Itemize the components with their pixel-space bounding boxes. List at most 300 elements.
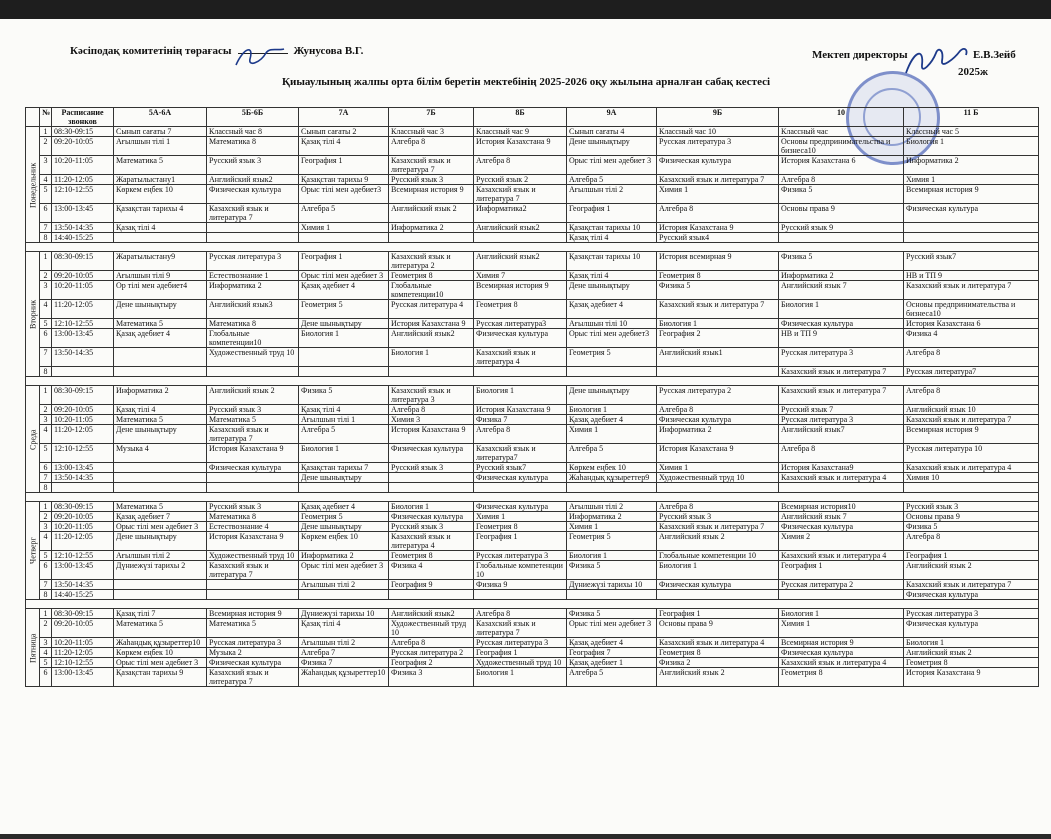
lesson-cell: Физическая культура (657, 580, 779, 590)
lesson-cell (114, 233, 207, 243)
bell-time: 10:20-11:05 (52, 156, 114, 175)
lesson-cell: Қазақ тілі 4 (299, 405, 389, 415)
lesson-cell: Классный час 8 (207, 127, 299, 137)
lesson-cell: Физика 5 (299, 386, 389, 405)
lesson-cell: Биология 1 (567, 551, 657, 561)
lesson-cell: Классный час 9 (474, 127, 567, 137)
bell-time: 09:20-10:05 (52, 619, 114, 638)
lesson-cell: Алгебра 8 (474, 156, 567, 175)
lesson-cell: Орыс тілі мен әдебиет 3 (567, 619, 657, 638)
bell-time: 13:00-13:45 (52, 329, 114, 348)
lesson-cell: Физическая культура (904, 590, 1039, 600)
lesson-cell: Сынып сағаты 2 (299, 127, 389, 137)
lesson-cell: Основы права 9 (779, 204, 904, 223)
lesson-cell: Казахский язык и литература 4 (779, 658, 904, 668)
lesson-cell: Русская литература7 (904, 367, 1039, 377)
lesson-cell: Ағылшын тілі 2 (567, 185, 657, 204)
lesson-cell: Математика 5 (114, 502, 207, 512)
lesson-cell: Қазақстан тарихы 4 (114, 204, 207, 223)
lesson-cell: Английский язык7 (779, 425, 904, 444)
lesson-cell: История Казахстана9 (779, 463, 904, 473)
lesson-number: 4 (40, 300, 52, 319)
lesson-cell: Русская литература3 (474, 319, 567, 329)
lesson-cell: Физическая культура (474, 473, 567, 483)
lesson-cell: Ор тілі мен әдебиет4 (114, 281, 207, 300)
lesson-cell: Английский язык2 (207, 175, 299, 185)
lesson-number: 6 (40, 329, 52, 348)
lesson-cell: Алгебра 8 (474, 425, 567, 444)
table-row (26, 561, 1039, 580)
lesson-cell (114, 463, 207, 473)
director-label: Мектеп директоры (812, 49, 908, 61)
lesson-cell: Ағылшын тілі 10 (567, 319, 657, 329)
lesson-cell: Ағылшын тілі 9 (114, 271, 207, 281)
lesson-cell: География 1 (567, 204, 657, 223)
lesson-cell: Алгебра 8 (657, 405, 779, 415)
lesson-cell: Основы права 9 (657, 619, 779, 638)
lesson-cell: Қазақ тілі 7 (114, 609, 207, 619)
lesson-cell: Алгебра 8 (657, 502, 779, 512)
lesson-cell: Информатика 2 (567, 512, 657, 522)
lesson-cell: Қазақ тілі 4 (567, 233, 657, 243)
bell-time: 09:20-10:05 (52, 512, 114, 522)
lesson-cell: Английский язык2 (474, 252, 567, 271)
schedule-document (0, 19, 1051, 834)
table-row (26, 204, 1039, 223)
bell-time: 08:30-09:15 (52, 127, 114, 137)
lesson-cell: Химия 1 (657, 185, 779, 204)
lesson-cell: Дене шынықтыру (567, 137, 657, 156)
lesson-cell: Естествознание 4 (207, 522, 299, 532)
separator-cell (26, 600, 1039, 609)
lesson-cell: Жаһандық құзыреттер10 (114, 638, 207, 648)
lesson-cell: Биология 1 (474, 386, 567, 405)
lesson-cell: Дене шынықтыру (567, 386, 657, 405)
bell-time: 11:20-12:05 (52, 425, 114, 444)
lesson-cell: Орыс тілі мен әдебиет 3 (114, 522, 207, 532)
lesson-cell: Русская литература 3 (474, 551, 567, 561)
lesson-cell: Геометрия 5 (299, 300, 389, 319)
lesson-number: 1 (40, 609, 52, 619)
lesson-cell: Математика 5 (207, 619, 299, 638)
lesson-cell: Алгебра 5 (299, 204, 389, 223)
separator-cell (26, 493, 1039, 502)
lesson-number: 2 (40, 512, 52, 522)
lesson-cell: Қазақстан тарихы 10 (567, 252, 657, 271)
lesson-cell: Всемирная история10 (779, 502, 904, 512)
lesson-number: 6 (40, 204, 52, 223)
lesson-cell: Алгебра 5 (567, 668, 657, 687)
lesson-number: 1 (40, 386, 52, 405)
table-row (26, 156, 1039, 175)
lesson-cell: Английский язык3 (207, 300, 299, 319)
lesson-cell: Естествознание 1 (207, 271, 299, 281)
lesson-cell: Казахский язык и литература 7 (207, 204, 299, 223)
lesson-cell: Всемирная история 9 (474, 281, 567, 300)
lesson-cell: Английский язык 2 (657, 668, 779, 687)
lesson-cell: Сынып сағаты 4 (567, 127, 657, 137)
table-row (26, 367, 1039, 377)
lesson-cell: Геометрия 8 (474, 522, 567, 532)
lesson-cell: География 1 (474, 532, 567, 551)
table-row (26, 252, 1039, 271)
lesson-cell: Көркем еңбек 10 (299, 532, 389, 551)
lesson-cell: Химия 1 (657, 463, 779, 473)
lesson-cell: Английский язык 2 (904, 561, 1039, 580)
lesson-number: 8 (40, 590, 52, 600)
lesson-number: 5 (40, 444, 52, 463)
lesson-cell: Алгебра 8 (657, 204, 779, 223)
bell-time: 08:30-09:15 (52, 502, 114, 512)
lesson-cell: Всемирная история 9 (904, 425, 1039, 444)
lesson-cell: Физическая культура (474, 329, 567, 348)
lesson-cell: Всемирная история 9 (779, 638, 904, 648)
lesson-cell: Русский язык 3 (207, 502, 299, 512)
lesson-cell (779, 233, 904, 243)
lesson-cell: Ағылшын тілі 2 (299, 638, 389, 648)
lesson-cell: НВ и ТП 9 (779, 329, 904, 348)
lesson-number: 3 (40, 415, 52, 425)
lesson-cell: Информатика 2 (389, 223, 474, 233)
lesson-cell: Глобальные компетенции 10 (657, 551, 779, 561)
lesson-cell: Математика 8 (207, 137, 299, 156)
lesson-cell (657, 590, 779, 600)
lesson-cell (207, 223, 299, 233)
table-row (26, 609, 1039, 619)
lesson-cell: Қазақ әдебиет 4 (567, 415, 657, 425)
lesson-cell: Химия 1 (904, 175, 1039, 185)
lesson-cell: Художественный труд 10 (207, 551, 299, 561)
lesson-cell (389, 473, 474, 483)
lesson-cell: Информатика 2 (299, 551, 389, 561)
bell-time: 12:10-12:55 (52, 444, 114, 463)
lesson-cell: Химия 3 (389, 415, 474, 425)
lesson-cell: Биология 1 (657, 319, 779, 329)
col-header: 9А (567, 108, 657, 127)
lesson-cell: Казахский язык и литература 7 (904, 415, 1039, 425)
lesson-cell: Жаһандық құзыреттер10 (299, 668, 389, 687)
lesson-cell (207, 580, 299, 590)
lesson-cell: Орыс тілі мен әдебиет 3 (299, 561, 389, 580)
lesson-cell: Английский язык 7 (779, 512, 904, 522)
lesson-cell: Биология 1 (904, 638, 1039, 648)
lesson-cell: Казахский язык и литература 2 (389, 252, 474, 271)
lesson-cell: Математика 8 (207, 512, 299, 522)
lesson-cell: Русская литература 2 (657, 386, 779, 405)
lesson-cell: Русский язык4 (657, 233, 779, 243)
lesson-cell: Биология 1 (657, 561, 779, 580)
bell-time: 11:20-12:05 (52, 648, 114, 658)
lesson-cell: Физика 4 (389, 561, 474, 580)
table-row (26, 329, 1039, 348)
lesson-cell: Математика 5 (207, 415, 299, 425)
lesson-cell: Қазақстан тарихы 9 (299, 175, 389, 185)
lesson-cell: Основы предпринимательства и бизнеса10 (779, 137, 904, 156)
lesson-cell: Физическая культура (207, 185, 299, 204)
lesson-cell: Геометрия 5 (567, 348, 657, 367)
lesson-cell: Ағылшын тілі 2 (114, 551, 207, 561)
lesson-number: 2 (40, 619, 52, 638)
lesson-cell: Русский язык 9 (779, 223, 904, 233)
lesson-number: 7 (40, 348, 52, 367)
lesson-cell: Қазақ тілі 4 (114, 223, 207, 233)
lesson-cell: Английский язык 10 (904, 405, 1039, 415)
lesson-cell: Всемирная история 9 (904, 185, 1039, 204)
table-row (26, 658, 1039, 668)
lesson-cell (474, 483, 567, 493)
lesson-number: 4 (40, 648, 52, 658)
lesson-cell: География 1 (657, 609, 779, 619)
bell-time: 10:20-11:05 (52, 638, 114, 648)
lesson-cell: Казахский язык и литература 4 (474, 348, 567, 367)
lesson-cell (114, 483, 207, 493)
table-row (26, 580, 1039, 590)
lesson-cell: Основы права 9 (904, 512, 1039, 522)
separator-cell (26, 377, 1039, 386)
lesson-cell (567, 590, 657, 600)
table-row (26, 502, 1039, 512)
lesson-cell: Химия 10 (904, 473, 1039, 483)
lesson-cell: Геометрия 8 (474, 300, 567, 319)
lesson-number: 5 (40, 319, 52, 329)
lesson-cell (114, 580, 207, 590)
lesson-cell: Дүниежүзі тарихы 10 (567, 580, 657, 590)
lesson-cell: Математика 5 (114, 619, 207, 638)
bell-time: 11:20-12:05 (52, 300, 114, 319)
table-row (26, 127, 1039, 137)
lesson-cell: Геометрия 8 (779, 668, 904, 687)
lesson-number: 8 (40, 367, 52, 377)
table-row (26, 300, 1039, 319)
lesson-cell: Ағылшын тілі 1 (299, 415, 389, 425)
lesson-cell (567, 483, 657, 493)
lesson-cell: История Казахстана 6 (904, 319, 1039, 329)
lesson-cell: Художественный труд 10 (657, 473, 779, 483)
lesson-cell: Русский язык 3 (389, 175, 474, 185)
bell-time: 14:40-15:25 (52, 590, 114, 600)
lesson-cell: Алгебра 8 (389, 137, 474, 156)
table-row (26, 668, 1039, 687)
lesson-cell: Русский язык 2 (474, 175, 567, 185)
lesson-cell: Русская литература 3 (779, 415, 904, 425)
lesson-cell: Казахский язык и литература 7 (904, 281, 1039, 300)
lesson-cell: География 1 (779, 561, 904, 580)
lesson-cell: Английский язык 2 (904, 648, 1039, 658)
lesson-cell: Русский язык 7 (779, 405, 904, 415)
lesson-cell: Химия 1 (779, 619, 904, 638)
lesson-cell: Биология 1 (904, 137, 1039, 156)
lesson-cell (299, 367, 389, 377)
lesson-cell: Классный час 10 (657, 127, 779, 137)
lesson-cell: Қазақ әдебиет 4 (299, 502, 389, 512)
table-row (26, 512, 1039, 522)
bell-time: 12:10-12:55 (52, 319, 114, 329)
lesson-number: 1 (40, 127, 52, 137)
lesson-cell: Физика 7 (474, 415, 567, 425)
lesson-cell: Геометрия 8 (657, 271, 779, 281)
bell-time: 08:30-09:15 (52, 252, 114, 271)
director-name: Е.В.Зейб (973, 49, 1016, 61)
lesson-cell: Физика 4 (904, 329, 1039, 348)
table-row (26, 271, 1039, 281)
lesson-cell: Дүниежүзі тарихы 10 (299, 609, 389, 619)
lesson-cell: Математика 5 (114, 319, 207, 329)
lesson-cell: Биология 1 (389, 348, 474, 367)
lesson-cell: Классный час (779, 127, 904, 137)
lesson-cell: Художественный труд 10 (207, 348, 299, 367)
lesson-cell (207, 367, 299, 377)
lesson-number: 1 (40, 252, 52, 271)
lesson-cell (904, 223, 1039, 233)
lesson-cell: Глобальные компетенции10 (207, 329, 299, 348)
lesson-cell: Информатика 2 (779, 271, 904, 281)
table-row (26, 463, 1039, 473)
lesson-cell: История Казахстана 6 (779, 156, 904, 175)
lesson-cell: Физическая культура (207, 658, 299, 668)
bell-time: 10:20-11:05 (52, 415, 114, 425)
lesson-cell: Қазақ әдебиет 1 (567, 658, 657, 668)
lesson-cell (299, 233, 389, 243)
lesson-cell: Русская литература 3 (904, 609, 1039, 619)
lesson-cell: Русская литература 10 (904, 444, 1039, 463)
lesson-cell: Русский язык 3 (207, 156, 299, 175)
col-header: 8Б (474, 108, 567, 127)
lesson-cell: Алгебра 5 (567, 175, 657, 185)
table-row (26, 638, 1039, 648)
table-row (26, 590, 1039, 600)
lesson-cell: География 9 (389, 580, 474, 590)
lesson-cell: История Казахстана 9 (474, 137, 567, 156)
lesson-cell (114, 473, 207, 483)
lesson-cell: Русский язык7 (904, 252, 1039, 271)
lesson-cell (567, 367, 657, 377)
lesson-cell: Орыс тілі мен әдебиет 3 (299, 271, 389, 281)
lesson-cell: Физика 5 (657, 281, 779, 300)
lesson-cell: Физическая культура (657, 156, 779, 175)
day-label: Среда (26, 386, 40, 493)
lesson-cell: Глобальные компетенции 10 (474, 561, 567, 580)
lesson-cell: Казахский язык и литература 4 (779, 473, 904, 483)
lesson-cell: Казахский язык и литература 7 (657, 522, 779, 532)
table-row (26, 483, 1039, 493)
lesson-cell: Русская литература 4 (389, 300, 474, 319)
lesson-cell: Художественный труд 10 (474, 658, 567, 668)
table-row (26, 425, 1039, 444)
lesson-cell: Казахский язык и литература 7 (779, 386, 904, 405)
lesson-cell: Қазақ тілі 4 (299, 619, 389, 638)
lesson-cell: Химия 2 (779, 532, 904, 551)
table-row (26, 175, 1039, 185)
col-header: № (40, 108, 52, 127)
lesson-cell (114, 348, 207, 367)
lesson-number: 5 (40, 551, 52, 561)
table-row (26, 348, 1039, 367)
lesson-cell: Классный час 3 (389, 127, 474, 137)
schedule-title: Қиыаулының жалпы орта білім беретін мектебінің 2025-2026 оқу жылына арналған сабақ кестесі (282, 76, 771, 88)
union-signature-icon (230, 41, 290, 73)
lesson-cell: Физика 3 (389, 668, 474, 687)
col-header: 11 Б (904, 108, 1039, 127)
lesson-cell: Информатика 2 (904, 156, 1039, 175)
lesson-cell: Дене шынықтыру (299, 522, 389, 532)
lesson-cell: Химия 1 (567, 522, 657, 532)
table-row (26, 405, 1039, 415)
table-row (26, 185, 1039, 204)
lesson-cell: География 7 (567, 648, 657, 658)
day-label: Четверг (26, 502, 40, 600)
lesson-number: 5 (40, 658, 52, 668)
lesson-cell: Физическая культура (904, 204, 1039, 223)
lesson-cell: Русская литература 3 (474, 638, 567, 648)
lesson-number: 8 (40, 483, 52, 493)
lesson-cell: Алгебра 8 (474, 609, 567, 619)
lesson-cell: Қазақстан тарихы 9 (114, 668, 207, 687)
lesson-cell (299, 590, 389, 600)
lesson-cell: Физика 2 (657, 658, 779, 668)
lesson-cell: Английский язык 2 (389, 204, 474, 223)
lesson-cell: Русская литература 3 (657, 137, 779, 156)
table-row (26, 386, 1039, 405)
lesson-cell: Қазақ әдебиет 4 (299, 281, 389, 300)
lesson-cell: Английский язык 2 (657, 532, 779, 551)
union-label: Кәсіподақ комитетінің төрағасы (70, 45, 232, 57)
lesson-cell (474, 367, 567, 377)
lesson-cell (779, 590, 904, 600)
lesson-cell: Казахский язык и литература 4 (389, 532, 474, 551)
lesson-cell: Биология 1 (299, 329, 389, 348)
lesson-cell: Физическая культура (779, 648, 904, 658)
lesson-cell: Русский язык7 (474, 463, 567, 473)
lesson-cell: Русская литература 2 (389, 648, 474, 658)
lesson-number: 6 (40, 561, 52, 580)
lesson-number: 3 (40, 281, 52, 300)
lesson-number: 7 (40, 473, 52, 483)
lesson-cell: Жаратылыстану1 (114, 175, 207, 185)
table-header-row (26, 108, 1039, 127)
lesson-cell (657, 483, 779, 493)
lesson-cell: Информатика 2 (114, 386, 207, 405)
bell-time: 12:10-12:55 (52, 551, 114, 561)
bell-time: 13:50-14:35 (52, 473, 114, 483)
lesson-cell: Математика 5 (114, 415, 207, 425)
lesson-cell: Геометрия 5 (299, 512, 389, 522)
table-row (26, 619, 1039, 638)
lesson-number: 2 (40, 271, 52, 281)
lesson-cell: География 1 (904, 551, 1039, 561)
lesson-cell: Химия 1 (299, 223, 389, 233)
lesson-cell: Ағылшын тілі 1 (114, 137, 207, 156)
lesson-cell: Информатика2 (474, 204, 567, 223)
lesson-cell: История Казахстана 9 (474, 405, 567, 415)
bell-time: 08:30-09:15 (52, 609, 114, 619)
lesson-cell: Дене шынықтыру (114, 425, 207, 444)
lesson-cell: Английский язык 7 (779, 281, 904, 300)
lesson-cell: Английский язык2 (389, 609, 474, 619)
lesson-cell: Русская литература 3 (207, 638, 299, 648)
lesson-cell (114, 590, 207, 600)
lesson-number: 2 (40, 137, 52, 156)
lesson-cell: Дене шынықтыру (299, 319, 389, 329)
lesson-number: 4 (40, 532, 52, 551)
lesson-number: 6 (40, 668, 52, 687)
lesson-cell: Ағылшын тілі 2 (567, 502, 657, 512)
lesson-cell: Казахский язык и литература7 (474, 444, 567, 463)
lesson-cell: Русская литература 2 (779, 580, 904, 590)
lesson-cell: История Казахстана 9 (657, 444, 779, 463)
col-header: 5А-6А (114, 108, 207, 127)
lesson-cell (207, 590, 299, 600)
bell-time (52, 367, 114, 377)
